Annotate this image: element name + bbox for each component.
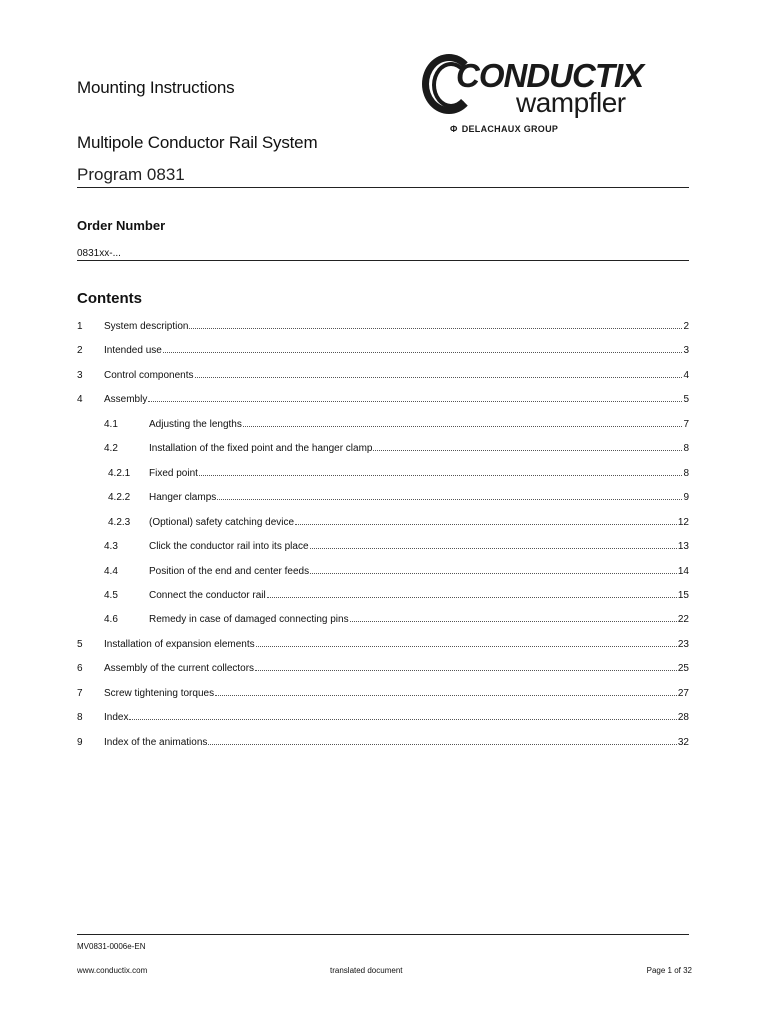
order-divider: [77, 260, 689, 261]
toc-entry[interactable]: [77, 344, 689, 358]
toc-dot-leader: [310, 572, 677, 574]
toc-entry-number: 9: [77, 736, 83, 748]
toc-entry-label: Control components: [104, 369, 194, 381]
program-number: Program 0831: [77, 165, 185, 184]
toc-entry-page: 7: [683, 418, 689, 430]
order-number-value: 0831xx-...: [77, 248, 121, 259]
toc-dot-leader: [295, 523, 677, 525]
toc-entry-number: 4.2.3: [108, 516, 131, 528]
toc-entry-label: (Optional) safety catching device: [149, 516, 295, 528]
toc-entry-page: 4: [683, 369, 689, 381]
toc-entry-label: Remedy in case of damaged connecting pins: [149, 614, 349, 626]
header-divider: [77, 187, 689, 188]
toc-dot-leader: [310, 547, 677, 549]
toc-dot-leader: [199, 474, 683, 476]
toc-entry-number: 4.2.2: [108, 492, 131, 504]
contents-heading: Contents: [77, 290, 142, 307]
toc-entry[interactable]: [77, 711, 689, 725]
toc-entry-label: Hanger clamps: [149, 492, 217, 504]
toc-entry-label: Installation of the fixed point and the hanger clamp: [149, 443, 373, 455]
toc-entry-number: 5: [77, 638, 83, 650]
toc-entry[interactable]: [77, 393, 689, 407]
delachaux-icon: Φ: [450, 124, 458, 134]
toc-entry-page: 28: [677, 712, 689, 724]
translation-note: translated document: [330, 966, 403, 975]
toc-entry-number: 8: [77, 712, 83, 724]
toc-entry[interactable]: [77, 491, 689, 505]
page-number: Page 1 of 32: [646, 966, 692, 975]
toc-entry-number: 4.6: [104, 614, 118, 626]
toc-entry-page: 8: [683, 443, 689, 455]
toc-entry[interactable]: [77, 442, 689, 456]
logo-brand: CONDUCTIX: [456, 57, 644, 94]
toc-entry[interactable]: [77, 662, 689, 676]
toc-dot-leader: [217, 498, 682, 500]
toc-entry-label: Click the conductor rail into its place: [149, 541, 309, 553]
order-number-label: Order Number: [77, 218, 166, 233]
toc-entry-number: 4.2.1: [108, 467, 131, 479]
document-subtitle: Multipole Conductor Rail System: [77, 133, 318, 152]
toc-entry-number: 4.2: [104, 443, 118, 455]
toc-dot-leader: [243, 425, 683, 427]
toc-entry-number: 1: [77, 321, 83, 332]
toc-entry-label: Adjusting the lengths: [149, 418, 242, 430]
toc-entry-page: 32: [677, 736, 689, 748]
toc-entry-number: 4: [77, 394, 83, 406]
toc-dot-leader: [189, 327, 682, 329]
toc-entry-page: 27: [677, 687, 689, 699]
toc-entry-page: 13: [677, 541, 689, 553]
toc-dot-leader: [129, 718, 676, 720]
toc-entry-number: 7: [77, 687, 83, 699]
toc-entry-label: Fixed point: [149, 467, 198, 479]
toc-entry[interactable]: [77, 687, 689, 701]
toc-entry-page: 8: [683, 467, 689, 479]
toc-entry[interactable]: [77, 736, 689, 750]
toc-entry-page: 5: [683, 394, 689, 406]
toc-dot-leader: [215, 694, 677, 696]
toc-entry-page: 15: [677, 589, 689, 601]
toc-entry-number: 3: [77, 369, 83, 381]
logo-group-text: DELACHAUX GROUP: [461, 124, 559, 134]
toc-entry-page: 3: [683, 345, 689, 357]
toc-entry[interactable]: [77, 516, 689, 530]
toc-entry-page: 23: [677, 638, 689, 650]
toc-entry-label: Assembly: [104, 394, 148, 406]
document-code: MV0831-0006e-EN: [77, 942, 146, 951]
toc-entry[interactable]: [77, 418, 689, 432]
toc-entry-number: 4.1: [104, 418, 118, 430]
toc-entry-page: 9: [683, 492, 689, 504]
toc-dot-leader: [267, 596, 677, 598]
toc-entry-number: 4.3: [104, 541, 118, 553]
toc-dot-leader: [208, 743, 676, 745]
toc-entry[interactable]: [77, 467, 689, 481]
toc-entry[interactable]: [77, 638, 689, 652]
logo-group: [450, 124, 558, 134]
toc-dot-leader: [195, 376, 683, 378]
toc-entry[interactable]: [77, 613, 689, 627]
toc-entry[interactable]: [77, 589, 689, 603]
toc-entry[interactable]: [77, 320, 689, 334]
toc-entry-label: System description: [104, 321, 189, 332]
toc-entry-page: 2: [683, 321, 689, 332]
toc-entry-label: Screw tightening torques: [104, 687, 215, 699]
toc-entry-number: 4.5: [104, 589, 118, 601]
toc-entry-number: 4.4: [104, 565, 118, 577]
toc-entry-label: Installation of expansion elements: [104, 638, 255, 650]
toc-entry-label: Connect the conductor rail: [149, 589, 266, 601]
toc-entry-label: Assembly of the current collectors: [104, 663, 255, 675]
footer-divider: [77, 934, 689, 935]
toc-dot-leader: [163, 351, 683, 353]
toc-entry-page: 25: [677, 663, 689, 675]
toc-dot-leader: [148, 400, 682, 402]
toc-dot-leader: [256, 645, 677, 647]
logo-sub-brand: wampfler: [516, 87, 626, 118]
toc-dot-leader: [255, 669, 677, 671]
toc-entry[interactable]: [77, 540, 689, 554]
conductix-wampfler-logo: [420, 52, 692, 138]
website-link[interactable]: www.conductix.com: [77, 966, 148, 975]
toc-dot-leader: [350, 620, 677, 622]
toc-entry-number: 2: [77, 345, 83, 357]
toc-entry[interactable]: [77, 565, 689, 579]
toc-dot-leader: [373, 449, 682, 451]
toc-entry-label: Index: [104, 712, 129, 724]
toc-entry-page: 22: [677, 614, 689, 626]
toc-entry-page: 12: [677, 516, 689, 528]
toc-entry-page: 14: [677, 565, 689, 577]
toc-entry-label: Intended use: [104, 345, 162, 357]
toc-entry[interactable]: [77, 369, 689, 383]
toc-entry-label: Position of the end and center feeds: [149, 565, 310, 577]
document-title: Mounting Instructions: [77, 78, 235, 97]
toc-entry-number: 6: [77, 663, 83, 675]
toc-entry-label: Index of the animations: [104, 736, 208, 748]
